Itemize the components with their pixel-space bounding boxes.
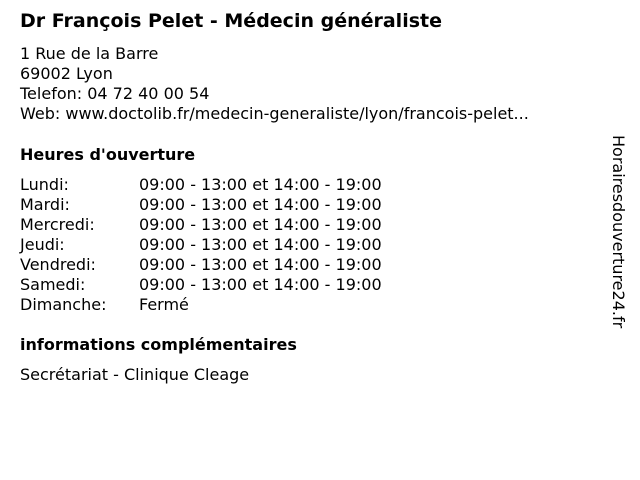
day-time: 09:00 - 13:00 et 14:00 - 19:00	[139, 255, 382, 274]
day-time: 09:00 - 13:00 et 14:00 - 19:00	[139, 275, 382, 294]
day-label: Lundi:	[20, 175, 69, 194]
page-title: Dr François Pelet - Médecin généraliste	[20, 10, 442, 32]
hours-row-saturday	[20, 275, 382, 295]
phone-number: Telefon: 04 72 40 00 54	[20, 84, 210, 103]
hours-row-tuesday	[20, 195, 382, 215]
extra-info-text: Secrétariat - Clinique Cleage	[20, 365, 250, 384]
day-label: Mercredi:	[20, 215, 95, 234]
extra-info-heading: informations complémentaires	[20, 335, 297, 354]
hours-row-friday	[20, 255, 382, 275]
hours-heading: Heures d'ouverture	[20, 145, 196, 164]
street-address: 1 Rue de la Barre	[20, 44, 159, 63]
site-watermark: Horairesdouverture24.fr	[609, 135, 628, 329]
hours-row-monday	[20, 175, 382, 195]
day-label: Mardi:	[20, 195, 70, 214]
day-label: Jeudi:	[20, 235, 65, 254]
contact-info	[20, 44, 529, 124]
day-label: Dimanche:	[20, 295, 107, 314]
website-link[interactable]: Web: www.doctolib.fr/medecin-generaliste/lyon/francois-pelet...	[20, 104, 529, 123]
hours-row-wednesday	[20, 215, 382, 235]
day-time: Fermé	[139, 295, 189, 314]
hours-row-sunday	[20, 295, 382, 315]
hours-row-thursday	[20, 235, 382, 255]
day-time: 09:00 - 13:00 et 14:00 - 19:00	[139, 175, 382, 194]
day-time: 09:00 - 13:00 et 14:00 - 19:00	[139, 235, 382, 254]
day-time: 09:00 - 13:00 et 14:00 - 19:00	[139, 215, 382, 234]
day-time: 09:00 - 13:00 et 14:00 - 19:00	[139, 195, 382, 214]
day-label: Vendredi:	[20, 255, 96, 274]
opening-hours-list	[20, 175, 382, 315]
city-address: 69002 Lyon	[20, 64, 113, 83]
day-label: Samedi:	[20, 275, 86, 294]
